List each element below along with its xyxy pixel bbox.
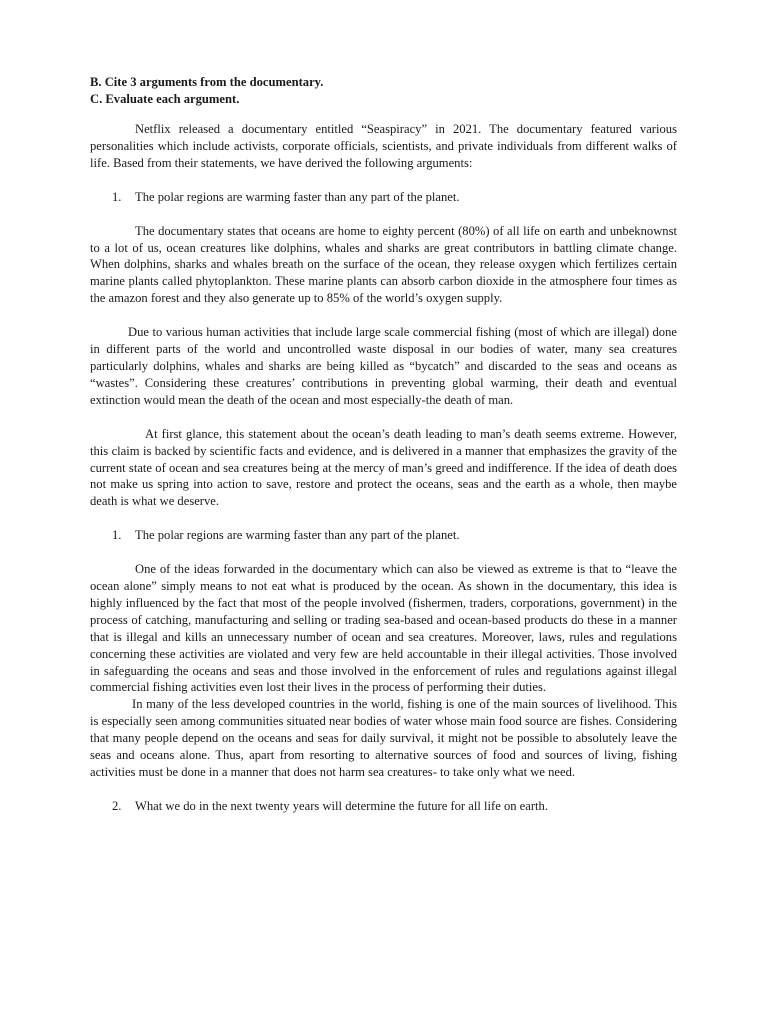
argument-text: The polar regions are warming faster than any part of the planet.	[135, 528, 460, 543]
argument-text: The polar regions are warming faster than any part of the planet.	[135, 189, 460, 204]
intro-paragraph: Netflix released a documentary entitled “Seaspiracy” in 2021. The documentary featured various personalities which include activists, corporate officials, scientists, and private individuals from different walks of life. Based from their statements, we have derived the following arguments:	[90, 122, 677, 170]
argument-item-2	[90, 527, 677, 544]
section1-paragraph-1: The documentary states that oceans are home to eighty percent (80%) of all life on earth and unbeknownst to a lot of us, ocean creatures like dolphins, whales and sharks are great contributors in battling climate change. When dolphins, sharks and whales breath on the surface of the ocean, they release oxygen which fertilizes certain marine plants called phytoplankton. These marine plants can absorb carbon dioxide in the atmosphere four times as the amazon forest and they also generate up to 85% of the world’s oxygen supply.	[90, 223, 677, 306]
argument-item-1	[90, 189, 677, 206]
heading-b: B. Cite 3 arguments from the documentary.	[90, 75, 324, 89]
section2-paragraph-2: In many of the less developed countries in the world, fishing is one of the main sources of livelihood. This is especially seen among communities situated near bodies of water whose main food source are fishes. Considering that many people depend on the oceans and seas for daily survival, it might not be possible to absolutely leave the seas and oceans alone. Thus, apart from resorting to alternative sources of food and sources of living, fishing activities must be done in a manner that does not harm sea creatures- to take only what we need.	[90, 697, 677, 779]
argument-item-3	[90, 798, 677, 815]
heading-c: C. Evaluate each argument.	[90, 91, 240, 106]
section1-paragraph-3: At first glance, this statement about the ocean’s death leading to man’s death seems extreme. However, this claim is backed by scientific facts and evidence, and is delivered in a manner that emphasizes the gravity of the current state of ocean and sea creatures being at the mercy of man’s greed and indifference. If the idea of death does not make us spring into action to save, restore and protect the oceans, seas and the earth as a whole, then maybe death is what we deserve.	[90, 426, 677, 509]
section2-paragraph-1: One of the ideas forwarded in the documentary which can also be viewed as extreme is that to “leave the ocean alone” simply means to not eat what is produced by the ocean. As shown in the documentary, this idea is highly influenced by the fact that most of the people involved (fishermen, traders, corporations, government) in the process of catching, manufacturing and selling or trading sea-based and ocean-based products do these in a manner that is illegal and kills an unnecessary number of ocean and sea creatures. Moreover, laws, rules and regulations concerning these activities are violated and very few are held accountable in their illegal activities. Those involved in safeguarding the oceans and seas and those involved in the enforcement of rules and regulations against illegal commercial fishing activities even lost their lives in the process of performing their duties.	[90, 562, 677, 695]
section1-paragraph-2: Due to various human activities that include large scale commercial fishing (most of which are illegal) done in different parts of the world and uncontrolled waste disposal in our bodies of water, many sea creatures particularly dolphins, whales and sharks are being killed as “bycatch” and discarded to the seas and oceans as “wastes”. Considering these creatures’ contributions in preventing global warming, their death and eventual extinction would mean the death of the ocean and most especially-the death of man.	[90, 325, 677, 407]
document-page	[90, 74, 677, 815]
argument-text: What we do in the next twenty years will determine the future for all life on earth.	[135, 798, 548, 813]
argument-number: 1.	[112, 189, 122, 204]
argument-number: 1.	[112, 528, 122, 543]
argument-number: 2.	[112, 798, 122, 813]
